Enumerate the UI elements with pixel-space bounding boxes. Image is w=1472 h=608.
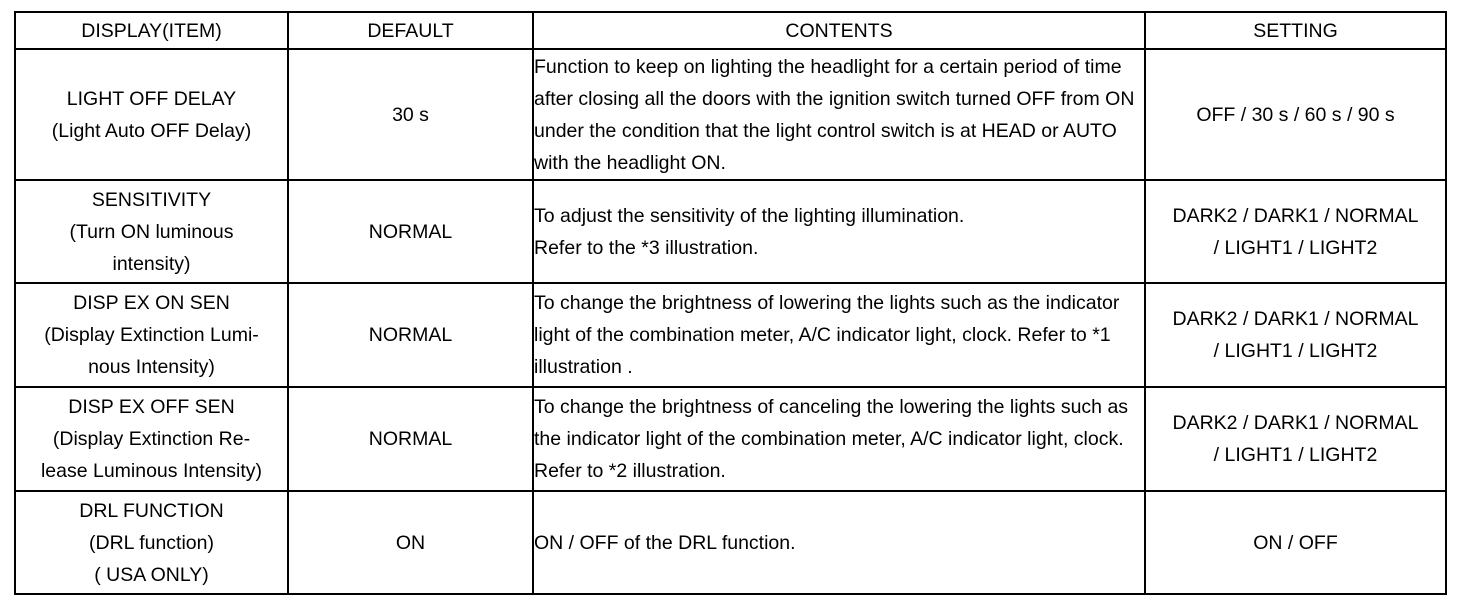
header-display-item: DISPLAY(ITEM) (15, 12, 288, 49)
table-row (15, 491, 1446, 594)
default-cell: NORMAL (288, 387, 533, 491)
setting-cell: DARK2 / DARK1 / NORMAL / LIGHT1 / LIGHT2 (1145, 283, 1446, 387)
table-header-row (15, 12, 1446, 49)
item-cell: DISP EX ON SEN (Display Extinction Lumi- nous Intensity) (15, 283, 288, 387)
header-setting: SETTING (1145, 12, 1446, 49)
default-cell: NORMAL (288, 180, 533, 283)
contents-cell: To change the brightness of canceling the lowering the lights such as the indicator light of the combination meter, A/C indicator light, clock. Refer to *2 illustration. (533, 387, 1145, 491)
table-row (15, 49, 1446, 180)
contents-cell (533, 180, 1145, 283)
default-cell: 30 s (288, 49, 533, 180)
setting-cell: OFF / 30 s / 60 s / 90 s (1145, 49, 1446, 180)
item-cell: LIGHT OFF DELAY (Light Auto OFF Delay) (15, 49, 288, 180)
setting-cell: DARK2 / DARK1 / NORMAL / LIGHT1 / LIGHT2 (1145, 387, 1446, 491)
table-row (15, 283, 1446, 387)
item-cell: SENSITIVITY (Turn ON luminous intensity) (15, 180, 288, 283)
table-row (15, 180, 1446, 283)
header-default: DEFAULT (288, 12, 533, 49)
contents-line-2: Refer to the *3 illustration. (534, 236, 759, 259)
default-cell: ON (288, 491, 533, 594)
setting-cell: DARK2 / DARK1 / NORMAL / LIGHT1 / LIGHT2 (1145, 180, 1446, 283)
item-cell: DISP EX OFF SEN (Display Extinction Re- lease Luminous Intensity) (15, 387, 288, 491)
item-cell: DRL FUNCTION (DRL function) ( USA ONLY) (15, 491, 288, 594)
default-cell: NORMAL (288, 283, 533, 387)
contents-line-1: To adjust the sensitivity of the lighting illumination. (534, 204, 965, 227)
contents-cell: To change the brightness of lowering the lights such as the indicator light of the combination meter, A/C indicator light, clock. Refer to *1 illustration . (533, 283, 1145, 387)
header-contents: CONTENTS (533, 12, 1145, 49)
setting-cell: ON / OFF (1145, 491, 1446, 594)
table-row (15, 387, 1446, 491)
contents-cell: Function to keep on lighting the headlight for a certain period of time after closing all the doors with the ignition switch turned OFF from ON under the condition that the light control switch is at HEAD or AUTO with the headlight ON. (533, 49, 1145, 180)
contents-cell: ON / OFF of the DRL function. (533, 491, 1145, 594)
settings-table (14, 11, 1447, 595)
